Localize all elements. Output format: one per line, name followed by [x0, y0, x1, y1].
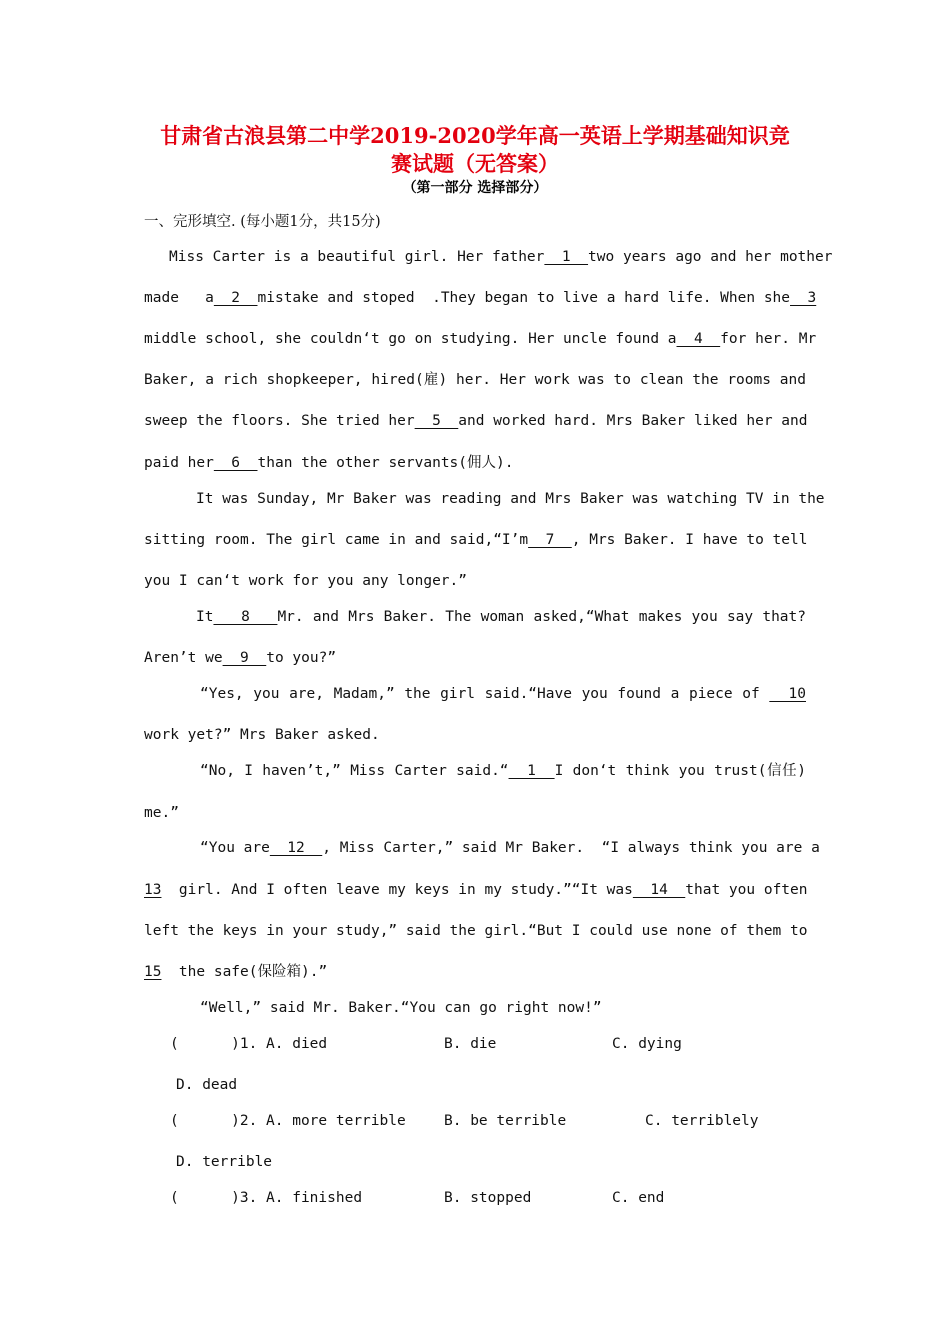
question-1-option-d: D. dead	[176, 1077, 238, 1093]
blank-3: 3	[790, 290, 817, 306]
section-heading: 一、完形填空. (每小题1分，共15分)	[144, 214, 381, 230]
question-2-stem: ( )2. A. more terrible	[170, 1113, 406, 1129]
passage-line-20: “Well,” said Mr. Baker.“You can go right now!”	[200, 1000, 602, 1016]
blank-6: 6	[213, 455, 258, 471]
document-title-line-1: 甘肃省古浪县第二中学2019-2020学年高一英语上学期基础知识竞	[160, 123, 790, 148]
passage-line-11: Aren’t we 9 to you?”	[144, 650, 337, 666]
passage-line-18: left the keys in your study,” said the girl.“But I could use none of them to	[144, 923, 808, 939]
passage-line-6: paid her 6 than the other servants(佣人).	[144, 455, 514, 471]
passage-line-4: Baker, a rich shopkeeper, hired(雇) her. Her work was to clean the rooms and	[144, 372, 806, 388]
passage-line-12: “Yes, you are, Madam,” the girl said.“Have you found a piece of 10	[200, 686, 806, 702]
question-2-option-d: D. terrible	[176, 1154, 273, 1170]
passage-line-13: work yet?” Mrs Baker asked.	[144, 727, 380, 743]
passage-line-19: 15 the safe(保险箱).”	[144, 964, 328, 980]
document-subtitle: （第一部分 选择部分）	[402, 180, 548, 196]
blank-13: 13	[144, 882, 162, 898]
blank-9: 9	[222, 650, 267, 666]
question-2-option-b: B. be terrible	[444, 1113, 567, 1129]
question-3-stem: ( )3. A. finished	[170, 1190, 363, 1206]
blank-14: 14	[632, 882, 686, 898]
blank-7: 7	[528, 532, 572, 548]
blank-12: 12	[269, 840, 323, 856]
blank-10: 10	[769, 686, 806, 702]
passage-line-9: you I can‘t work for you any longer.”	[144, 573, 468, 589]
blank-11: 1	[508, 763, 555, 779]
question-2-option-c: C. terriblely	[645, 1113, 759, 1129]
passage-line-5: sweep the floors. She tried her 5 and worked hard. Mrs Baker liked her and	[144, 413, 808, 429]
question-1-option-b: B. die	[444, 1036, 497, 1052]
question-1-stem: ( )1. A. died	[170, 1036, 328, 1052]
question-1-option-c: C. dying	[612, 1036, 682, 1052]
passage-line-17: 13 girl. And I often leave my keys in my study.”“It was 14 that you often	[144, 882, 808, 898]
question-3-option-c: C. end	[612, 1190, 665, 1206]
passage-line-8: sitting room. The girl came in and said,“I’m 7 , Mrs Baker. I have to tell	[144, 532, 808, 548]
passage-line-1: Miss Carter is a beautiful girl. Her father 1 two years ago and her mother	[169, 249, 833, 265]
blank-8: 8	[213, 609, 278, 625]
passage-line-7: It was Sunday, Mr Baker was reading and Mrs Baker was watching TV in the	[196, 491, 825, 507]
blank-5: 5	[414, 413, 459, 429]
question-3-option-b: B. stopped	[444, 1190, 532, 1206]
passage-line-2: made a 2 mistake and stoped .They began to live a hard life. When she 3	[144, 290, 817, 306]
passage-line-14: “No, I haven’t,” Miss Carter said.“ 1 I don‘t think you trust(信任)	[200, 763, 806, 779]
passage-line-15: me.”	[144, 805, 179, 821]
blank-1: 1	[544, 249, 589, 265]
passage-line-3: middle school, she couldn‘t go on studying. Her uncle found a 4 for her. Mr	[144, 331, 817, 347]
document-title-line-2: 赛试题（无答案）	[391, 151, 559, 176]
blank-2: 2	[213, 290, 258, 306]
blank-4: 4	[676, 331, 721, 347]
passage-line-16: “You are 12 , Miss Carter,” said Mr Baker. “I always think you are a	[200, 840, 820, 856]
blank-15: 15	[144, 964, 162, 980]
passage-line-10: It 8 Mr. and Mrs Baker. The woman asked,“What makes you say that?	[196, 609, 806, 625]
